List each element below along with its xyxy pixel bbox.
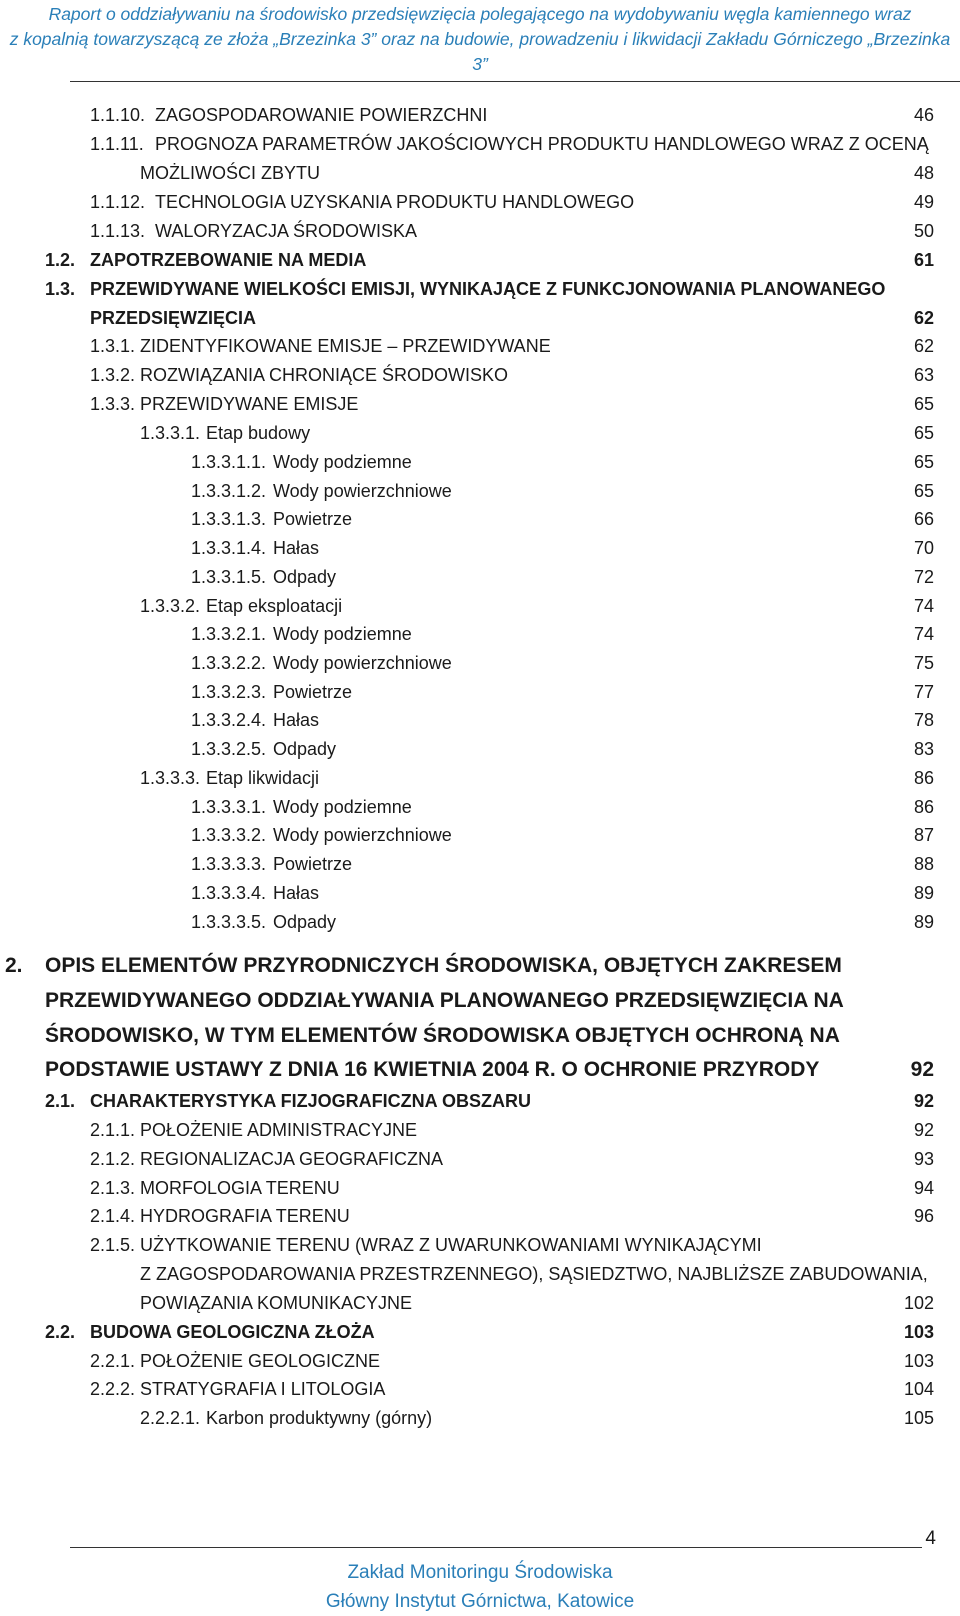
toc-entry[interactable] [0, 850, 960, 880]
toc-entry-page: 89 [913, 883, 934, 903]
toc-entry[interactable] [0, 188, 960, 218]
toc-entry-page: 74 [913, 624, 934, 644]
toc-entry-title: PRZEWIDYWANEGO ODDZIAŁYWANIA PLANOWANEGO PRZEDSIĘWZIĘCIA NA [45, 989, 844, 1012]
toc-entry-page: 89 [913, 912, 934, 932]
footer-line-1: Zakład Monitoringu Środowiska [347, 1562, 613, 1583]
toc-entry[interactable] [0, 1087, 960, 1117]
toc-entry-number: 1.3.2. [90, 365, 136, 385]
toc-entry[interactable] [0, 908, 960, 938]
toc-entry-number: 1.3.3.2. [140, 596, 201, 616]
toc-entry-number: 1.3.3.3.4. [191, 883, 267, 903]
toc-entry-title: Hałas [273, 710, 320, 730]
toc-entry-page: 50 [913, 221, 934, 241]
toc-entry[interactable] [0, 1375, 960, 1405]
toc-entry-number: 1.3.3.2.4. [191, 710, 267, 730]
toc-entry-page: 72 [913, 567, 934, 587]
document-footer [0, 1558, 960, 1616]
toc-entry[interactable] [0, 217, 960, 247]
toc-entry-number: 1.2. [45, 250, 76, 270]
toc-entry[interactable] [0, 1202, 960, 1232]
toc-entry-number: 1.3.3.1.4. [191, 538, 267, 558]
toc-entry[interactable] [0, 563, 960, 593]
toc-entry[interactable] [0, 983, 960, 1019]
toc-entry-page: 104 [903, 1379, 934, 1399]
toc-entry-number: 2.2.2.1. [140, 1408, 201, 1428]
toc-entry-number: 1.3.3.1.1. [191, 452, 267, 472]
toc-entry-page: 103 [903, 1351, 934, 1371]
toc-entry-page: 62 [913, 336, 934, 356]
toc-entry-number: 1.1.13. [90, 221, 146, 241]
toc-entry[interactable] [0, 332, 960, 362]
toc-entry-page: 83 [913, 739, 934, 759]
toc-entry-number: 1.1.12. [90, 192, 146, 212]
toc-entry-title: Etap eksploatacji [206, 596, 343, 616]
toc-entry-title: Wody podziemne [273, 452, 412, 472]
toc-entry-page: 105 [903, 1408, 934, 1428]
toc-entry-title: Z ZAGOSPODAROWANIA PRZESTRZENNEGO), SĄSIEDZTWO, NAJBLIŻSZE ZABUDOWANIA, [140, 1264, 928, 1284]
toc-entry-title: PODSTAWIE USTAWY Z DNIA 16 KWIETNIA 2004 R. O OCHRONIE PRZYRODY [45, 1058, 820, 1081]
toc-entry[interactable] [0, 246, 960, 276]
toc-entry-title: Powietrze [273, 682, 353, 702]
toc-entry[interactable] [0, 1231, 960, 1261]
toc-entry-page: 65 [913, 452, 934, 472]
toc-entry-title: PRZEWIDYWANE WIELKOŚCI EMISJI, WYNIKAJĄCE Z FUNKCJONOWANIA PLANOWANEGO [90, 279, 886, 299]
toc-entry[interactable] [0, 130, 960, 160]
toc-entry[interactable] [0, 534, 960, 564]
toc-entry-page: 61 [913, 250, 934, 270]
toc-entry-title: ŚRODOWISKO, W TYM ELEMENTÓW ŚRODOWISKA OBJĘTYCH OCHRONĄ NA [45, 1024, 840, 1047]
toc-entry-number: 1.3.3.1. [140, 423, 201, 443]
toc-entry-title: Powietrze [273, 854, 353, 874]
toc-entry[interactable] [0, 706, 960, 736]
toc-entry[interactable] [0, 101, 960, 131]
toc-entry[interactable] [0, 1145, 960, 1175]
toc-entry-title: WALORYZACJA ŚRODOWISKA [155, 221, 418, 241]
toc-entry-number: 1.3.3.3.3. [191, 854, 267, 874]
toc-entry-number: 1.3.3.1.5. [191, 567, 267, 587]
toc-entry[interactable] [0, 1116, 960, 1146]
toc-entry-number: 1.3.3.3.5. [191, 912, 267, 932]
toc-entry[interactable] [0, 419, 960, 449]
toc-entry-number: 2.2.1. [90, 1351, 136, 1371]
toc-entry-title: Hałas [273, 538, 320, 558]
toc-entry[interactable] [0, 1404, 960, 1434]
toc-entry[interactable] [0, 879, 960, 909]
toc-entry-title: Odpady [273, 567, 337, 587]
footer-divider [70, 1547, 922, 1548]
toc-entry-title: Wody powierzchniowe [273, 481, 452, 501]
toc-entry-number: 1.3.3.2.5. [191, 739, 267, 759]
toc-entry-page: 93 [913, 1149, 934, 1169]
toc-entry-number: 2.1.5. [90, 1235, 136, 1255]
toc-entry-title: Etap budowy [206, 423, 311, 443]
toc-entry-title: Etap likwidacji [206, 768, 320, 788]
toc-entry-title: Hałas [273, 883, 320, 903]
toc-entry-number: 2.1. [45, 1091, 76, 1111]
toc-entry-number: 2. [5, 954, 23, 977]
toc-entry-page: 94 [913, 1178, 934, 1198]
toc-entry-title: Wody powierzchniowe [273, 653, 452, 673]
toc-entry-number: 1.3.3.1.2. [191, 481, 267, 501]
toc-entry-title: PROGNOZA PARAMETRÓW JAKOŚCIOWYCH PRODUKTU HANDLOWEGO WRAZ Z OCENĄ [155, 134, 929, 154]
toc-entry-title: Wody powierzchniowe [273, 825, 452, 845]
toc-entry-title: Wody podziemne [273, 797, 412, 817]
toc-entry-number: 1.3.1. [90, 336, 136, 356]
toc-entry[interactable] [0, 505, 960, 535]
toc-entry-page: 66 [913, 509, 934, 529]
toc-entry[interactable] [0, 477, 960, 507]
toc-entry-title: Odpady [273, 912, 337, 932]
toc-entry-page: 48 [913, 163, 934, 183]
toc-entry-page: 92 [913, 1091, 934, 1111]
toc-entry[interactable] [0, 1318, 960, 1348]
toc-entry-number: 2.1.4. [90, 1206, 136, 1226]
toc-entry[interactable] [0, 1052, 960, 1088]
toc-entry-number: 1.3.3.3.2. [191, 825, 267, 845]
toc-entry-title: TECHNOLOGIA UZYSKANIA PRODUKTU HANDLOWEGO [155, 192, 635, 212]
toc-entry-title: Wody podziemne [273, 624, 412, 644]
toc-entry-title: PRZEWIDYWANE EMISJE [140, 394, 359, 414]
header-divider [70, 81, 960, 82]
toc-entry-number: 1.3.3.1.3. [191, 509, 267, 529]
toc-entry-page: 86 [913, 797, 934, 817]
toc-entry-number: 1.1.11. [90, 134, 144, 154]
toc-entry[interactable] [0, 1174, 960, 1204]
toc-entry-page: 87 [913, 825, 934, 845]
toc-entry-page: 62 [913, 308, 934, 328]
toc-entry[interactable] [0, 1018, 960, 1054]
toc-entry[interactable] [0, 764, 960, 794]
toc-entry-number: 1.3.3. [90, 394, 136, 414]
toc-entry[interactable] [0, 735, 960, 765]
toc-entry-number: 1.3. [45, 279, 76, 299]
toc-entry-page: 86 [913, 768, 934, 788]
toc-entry-title: UŻYTKOWANIE TERENU (WRAZ Z UWARUNKOWANIAMI WYNIKAJĄCYMI [140, 1235, 762, 1255]
toc-entry-number: 1.3.3.2.3. [191, 682, 267, 702]
toc-entry-page: 96 [913, 1206, 934, 1226]
toc-entry-number: 2.1.3. [90, 1178, 136, 1198]
document-header [0, 2, 960, 77]
toc-entry[interactable] [0, 620, 960, 650]
toc-entry-title: MOŻLIWOŚCI ZBYTU [140, 163, 320, 183]
toc-entry-page: 70 [913, 538, 934, 558]
toc-entry-page: 46 [913, 105, 934, 125]
toc-entry-number: 1.1.10. [90, 105, 146, 125]
toc-entry-title: OPIS ELEMENTÓW PRZYRODNICZYCH ŚRODOWISKA, OBJĘTYCH ZAKRESEM [45, 954, 842, 977]
toc-entry[interactable] [0, 592, 960, 622]
header-line-1: Raport o oddziaływaniu na środowisko przedsięwzięcia polegającego na wydobywaniu węgla kamiennego wraz [48, 4, 912, 24]
toc-entry-number: 2.1.1. [90, 1120, 136, 1140]
toc-entry-page: 92 [913, 1120, 934, 1140]
toc-entry[interactable] [0, 304, 960, 334]
toc-entry[interactable] [0, 1289, 960, 1319]
toc-entry[interactable] [0, 159, 960, 189]
toc-entry-page: 103 [903, 1322, 934, 1342]
toc-entry-number: 1.3.3.3.1. [191, 797, 267, 817]
toc-entry[interactable] [0, 948, 960, 984]
toc-entry-title: CHARAKTERYSTYKA FIZJOGRAFICZNA OBSZARU [90, 1091, 531, 1111]
toc-entry-page: 75 [913, 653, 934, 673]
footer-line-2: Główny Instytut Górnictwa, Katowice [325, 1591, 635, 1612]
toc-entry-title: POWIĄZANIA KOMUNIKACYJNE [140, 1293, 413, 1313]
toc-entry-title: ZIDENTYFIKOWANE EMISJE – PRZEWIDYWANE [140, 336, 551, 356]
toc-entry-title: POŁOŻENIE GEOLOGICZNE [140, 1351, 381, 1371]
header-line-2: z kopalnią towarzyszącą ze złoża „Brzezinka 3” oraz na budowie, prowadzeniu i likwidacji Zakładu Górniczego „Brzezinka 3” [9, 29, 951, 74]
toc-entry-title: POŁOŻENIE ADMINISTRACYJNE [140, 1120, 418, 1140]
toc-entry-page: 65 [913, 394, 934, 414]
toc-entry-number: 1.3.3.2.1. [191, 624, 267, 644]
toc-entry-page: 88 [913, 854, 934, 874]
toc-entry-page: 49 [913, 192, 934, 212]
toc-entry-title: BUDOWA GEOLOGICZNA ZŁOŻA [90, 1322, 375, 1342]
toc-entry-page: 63 [913, 365, 934, 385]
toc-entry-title: PRZEDSIĘWZIĘCIA [90, 308, 257, 328]
toc-entry-page: 65 [913, 481, 934, 501]
toc-entry[interactable] [0, 448, 960, 478]
toc-entry-title: REGIONALIZACJA GEOGRAFICZNA [140, 1149, 444, 1169]
toc-entry-title: Odpady [273, 739, 337, 759]
toc-entry-title: STRATYGRAFIA I LITOLOGIA [140, 1379, 386, 1399]
toc-entry[interactable] [0, 361, 960, 391]
toc-entry[interactable] [0, 649, 960, 679]
toc-entry-title: Powietrze [273, 509, 353, 529]
toc-entry-number: 2.1.2. [90, 1149, 136, 1169]
toc-entry-number: 1.3.3.3. [140, 768, 201, 788]
toc-entry[interactable] [0, 1347, 960, 1377]
toc-entry[interactable] [0, 1260, 960, 1290]
toc-entry-page: 102 [903, 1293, 934, 1313]
toc-entry-title: ZAGOSPODAROWANIE POWIERZCHNI [155, 105, 488, 125]
toc-entry-title: Karbon produktywny (górny) [206, 1408, 433, 1428]
toc-entry[interactable] [0, 793, 960, 823]
page-number: 4 [925, 1528, 936, 1549]
toc-entry-title: ZAPOTRZEBOWANIE NA MEDIA [90, 250, 367, 270]
toc-entry-page: 78 [913, 710, 934, 730]
toc-entry[interactable] [0, 275, 960, 305]
toc-entry-page: 74 [913, 596, 934, 616]
toc-entry-number: 1.3.3.2.2. [191, 653, 267, 673]
toc-entry[interactable] [0, 821, 960, 851]
toc-entry-title: ROZWIĄZANIA CHRONIĄCE ŚRODOWISKO [140, 365, 509, 385]
toc-entry[interactable] [0, 390, 960, 420]
toc-entry-number: 2.2.2. [90, 1379, 136, 1399]
toc-entry[interactable] [0, 678, 960, 708]
toc-entry-page: 92 [910, 1058, 934, 1081]
toc-entry-title: MORFOLOGIA TERENU [140, 1178, 340, 1198]
toc-entry-title: HYDROGRAFIA TERENU [140, 1206, 350, 1226]
toc-entry-page: 77 [913, 682, 934, 702]
toc-entry-number: 2.2. [45, 1322, 76, 1342]
toc-entry-page: 65 [913, 423, 934, 443]
